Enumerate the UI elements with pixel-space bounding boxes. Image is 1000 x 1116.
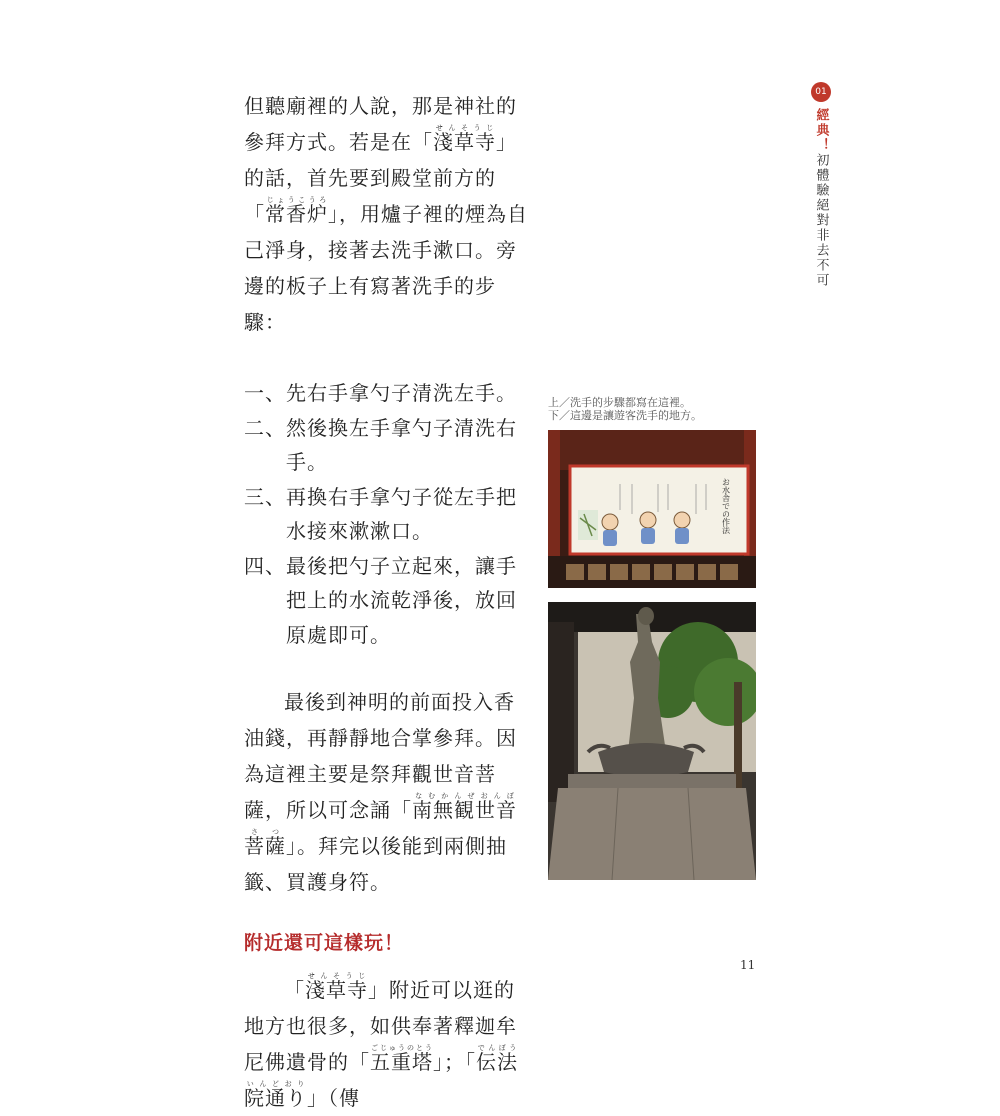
ruby-sensoji-2: 淺草寺せんそうじ bbox=[305, 972, 368, 1002]
step-item: 三、 再換右手拿勺子從左手把水接來漱漱口。 bbox=[244, 484, 517, 543]
ruby-sensoji: 淺草寺せんそうじ bbox=[433, 124, 496, 154]
section-subheading: 附近還可這樣玩！ bbox=[244, 932, 405, 954]
steps-list bbox=[244, 376, 534, 652]
page-number: 11 bbox=[740, 958, 756, 972]
ruby-jokoro: 常香炉じょうこうろ bbox=[265, 196, 328, 226]
photo-purification-fountain bbox=[548, 602, 756, 880]
paragraph-prayer: 最後到神明的前面投入香油錢，再靜靜地合掌參拜。因為這裡主要是祭拜觀世音菩薩，所以可念誦「南無観世音菩薩なむかんぜおんぼさつ」。拜完以後能到兩側抽籤、買護身符。 bbox=[244, 690, 517, 894]
step-item: 二、 然後換左手拿勺子清洗右手。 bbox=[244, 415, 517, 474]
washing-sign-illustration bbox=[548, 430, 756, 588]
sign-title-text: お水舎での作法 bbox=[721, 478, 731, 534]
chapter-title-text: 初體驗絕對非去不可 bbox=[813, 153, 829, 288]
main-text-column bbox=[244, 88, 534, 1116]
photo-caption bbox=[548, 396, 758, 422]
caption-bottom: 下／這邊是讓遊客洗手的地方。 bbox=[548, 409, 702, 422]
ruby-namu: 南無観世音菩薩なむかんぜおんぼさつ bbox=[244, 792, 517, 858]
step-item: 一、 先右手拿勺子清洗左手。 bbox=[244, 381, 517, 405]
paragraph-nearby: 「淺草寺せんそうじ」附近可以逛的地方也很多，如供奉著釋迦牟尼佛遺骨的「五重塔ごじゅうのとう」；「伝法院通りでんぼういんどおり」（傳 bbox=[244, 972, 518, 1110]
chapter-title-accent: 經典！ bbox=[813, 108, 829, 153]
paragraph-intro: 但聽廟裡的人說，那是神社的參拜方式。若是在「淺草寺せんそうじ」的話，首先要到殿堂前方的「常香炉じょうこうろ」，用爐子裡的煙為自己淨身，接著去洗手漱口。旁邊的板子上有寫著洗手的步驟： bbox=[244, 94, 528, 334]
ruby-gojunoto: 五重塔ごじゅうのとう bbox=[370, 1044, 433, 1074]
ruby-denboin: 伝法院通りでんぼういんどおり bbox=[244, 1044, 518, 1110]
photo-washing-sign bbox=[548, 430, 756, 588]
caption-top: 上／洗手的步驟都寫在這裡。 bbox=[548, 396, 691, 409]
chapter-number-badge: 01 bbox=[811, 82, 831, 102]
step-item: 四、 最後把勺子立起來，讓手把上的水流乾淨後，放回原處即可。 bbox=[244, 553, 517, 647]
chapter-sidebar bbox=[808, 82, 834, 288]
fountain-illustration bbox=[548, 602, 756, 880]
chapter-title bbox=[812, 108, 831, 288]
